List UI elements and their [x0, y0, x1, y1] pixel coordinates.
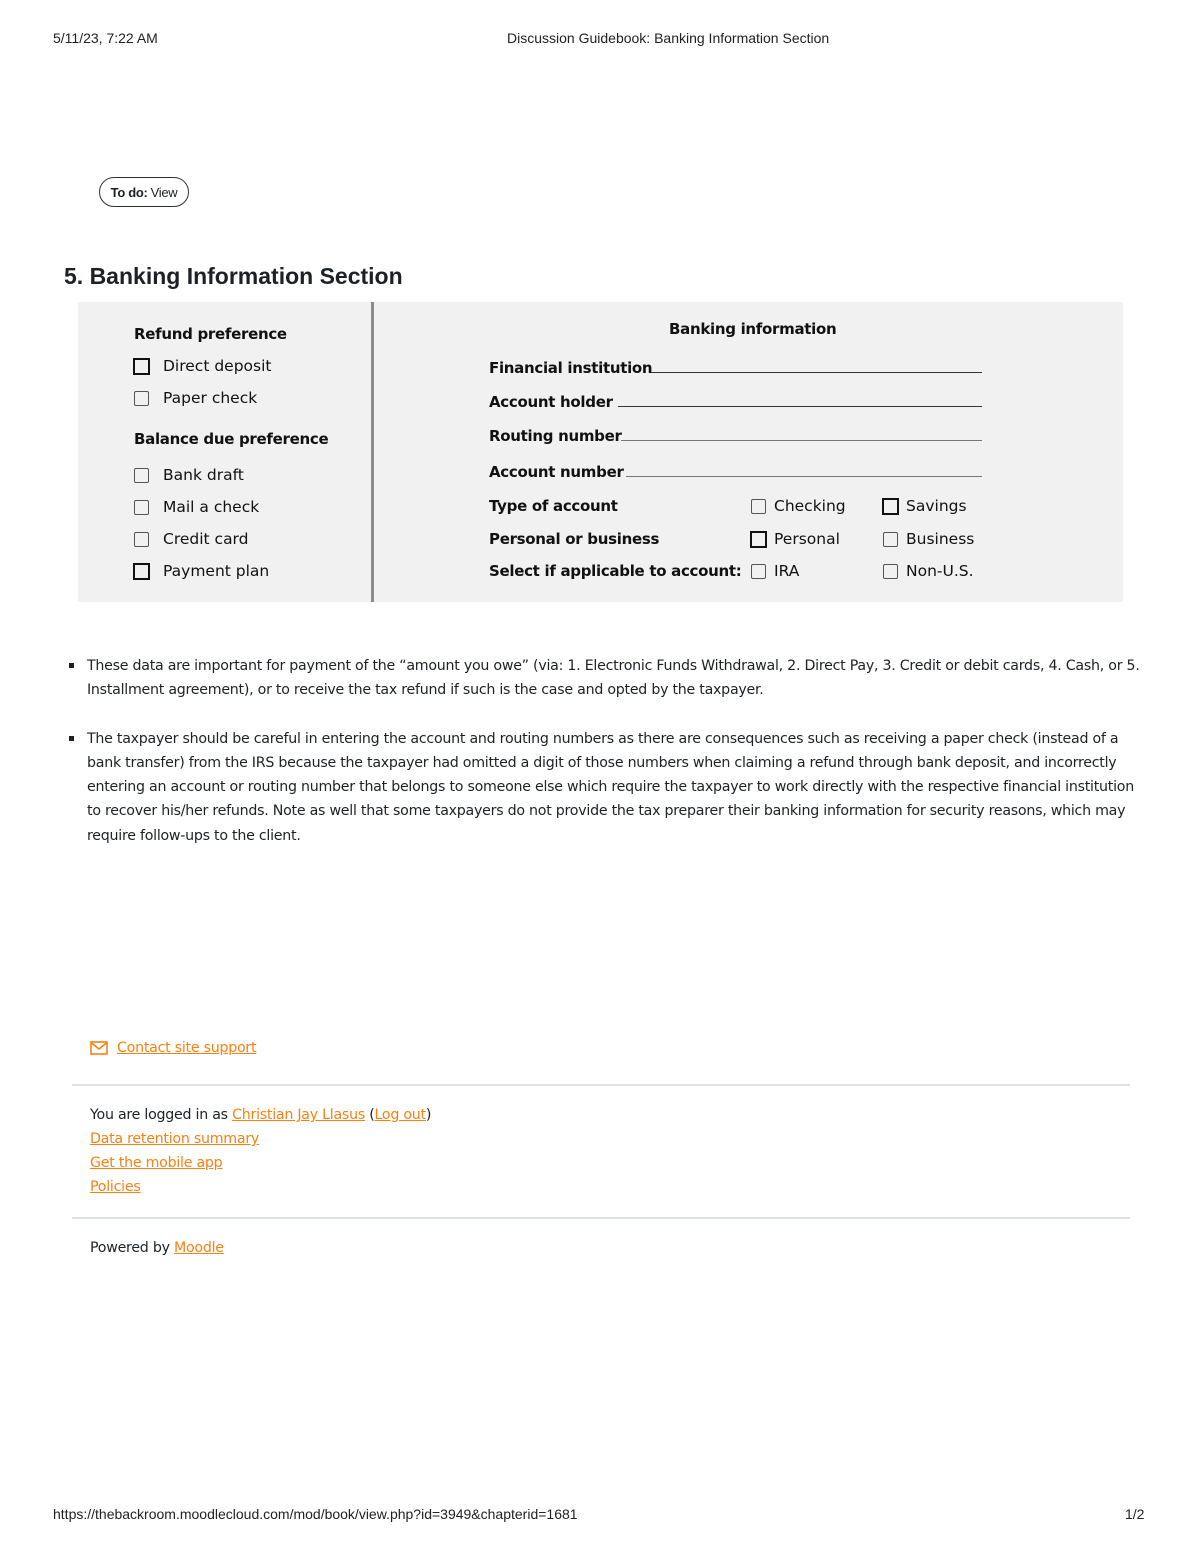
checkbox-icon [751, 499, 766, 514]
field-routing-number: Routing number [489, 427, 622, 445]
contact-support-row [90, 1040, 256, 1056]
field-account-number: Account number [489, 463, 624, 481]
todo-badge [99, 177, 189, 207]
option-label: Checking [774, 497, 846, 515]
checkbox-icon [134, 468, 149, 483]
pb-option-business [883, 530, 974, 548]
checkbox-icon [134, 532, 149, 547]
field-line [651, 372, 982, 373]
type-option-checking [751, 497, 846, 515]
powered-by-text: Powered by [90, 1240, 174, 1256]
balance-option-bank-draft [134, 466, 244, 484]
checkbox-icon [883, 532, 898, 547]
personal-business-label: Personal or business [489, 530, 660, 548]
type-of-account-label: Type of account [489, 497, 618, 515]
checkbox-icon [133, 358, 150, 375]
powered-by [90, 1240, 224, 1256]
select-option-non-us [883, 562, 974, 580]
print-page-number: 1/2 [1125, 1506, 1145, 1522]
logged-in-info [90, 1107, 431, 1123]
paren-close: ) [425, 1107, 432, 1123]
field-line [618, 406, 982, 407]
option-label: Paper check [163, 389, 258, 407]
data-retention-link[interactable]: Data retention summary [90, 1131, 260, 1147]
checkbox-icon [134, 391, 149, 406]
checkbox-icon [882, 498, 899, 515]
balance-option-payment-plan [134, 562, 269, 580]
field-line [621, 440, 982, 441]
print-page-title: Discussion Guidebook: Banking Information Section [507, 30, 830, 46]
option-label: Mail a check [163, 498, 260, 516]
checkbox-icon [883, 564, 898, 579]
print-url: https://thebackroom.moodlecloud.com/mod/book/view.php?id=3949&chapterid=1681 [53, 1506, 578, 1522]
section-title: 5. Banking Information Section [64, 263, 403, 289]
balance-heading: Balance due preference [134, 430, 329, 448]
checkbox-icon [751, 564, 766, 579]
bullet-list [66, 654, 1146, 872]
option-label: Direct deposit [163, 357, 272, 375]
option-label: Payment plan [163, 562, 270, 580]
footer-divider [72, 1084, 1130, 1086]
logout-link[interactable]: Log out [374, 1107, 426, 1123]
form-divider [371, 302, 374, 602]
todo-value: View [150, 184, 178, 200]
balance-option-credit-card [134, 530, 249, 548]
option-label: Business [906, 530, 975, 548]
option-label: Credit card [163, 530, 249, 548]
moodle-link[interactable]: Moodle [174, 1240, 224, 1256]
checkbox-icon [133, 563, 150, 580]
option-label: Non-U.S. [906, 562, 974, 580]
field-line [626, 476, 982, 477]
list-item: The taxpayer should be careful in entering the account and routing numbers as there are consequences such as receiving a paper check (instead of a bank transfer) from the IRS because the taxpayer had omitted a digit of those numbers when claiming a refund through bank deposit, and incorrectly entering an account or routing number that belongs to someone else which require the taxpayer to work directly with the respective financial institution to recover his/her refunds. Note as well that some taxpayers do not provide the tax preparer their banking information for security reasons, which may require follow-ups to the client. [66, 727, 1146, 848]
field-financial-institution: Financial institution [489, 359, 653, 377]
balance-option-mail-check [134, 498, 259, 516]
refund-option-direct-deposit [134, 357, 272, 375]
select-applicable-label: Select if applicable to account: [489, 562, 742, 580]
banking-heading: Banking information [669, 320, 837, 338]
todo-label: To do: [110, 184, 148, 200]
user-profile-link[interactable]: Christian Jay Llasus [232, 1107, 365, 1123]
mobile-app-link[interactable]: Get the mobile app [90, 1155, 223, 1171]
refund-heading: Refund preference [134, 325, 287, 343]
list-item: These data are important for payment of the “amount you owe” (via: 1. Electronic Funds Withdrawal, 2. Direct Pay, 3. Credit or debit cards, 4. Cash, or 5. Installment agreement), or to receive the tax refund if such is the case and opted by the taxpayer. [66, 654, 1146, 703]
banking-form-figure [78, 302, 1123, 602]
type-option-savings [883, 497, 967, 515]
select-option-ira [751, 562, 799, 580]
logged-in-prefix: You are logged in as [90, 1107, 233, 1123]
envelope-icon [90, 1041, 108, 1055]
checkbox-icon [134, 500, 149, 515]
option-label: Savings [906, 497, 967, 515]
option-label: IRA [774, 562, 800, 580]
option-label: Personal [774, 530, 840, 548]
option-label: Bank draft [163, 466, 244, 484]
refund-option-paper-check [134, 389, 257, 407]
checkbox-icon [750, 531, 767, 548]
print-datetime: 5/11/23, 7:22 AM [53, 30, 158, 46]
paren-open: ( [364, 1107, 375, 1123]
policies-link[interactable]: Policies [90, 1179, 141, 1195]
footer-divider [72, 1217, 1130, 1219]
contact-support-link[interactable]: Contact site support [117, 1040, 257, 1056]
pb-option-personal [751, 530, 840, 548]
field-account-holder: Account holder [489, 393, 613, 411]
